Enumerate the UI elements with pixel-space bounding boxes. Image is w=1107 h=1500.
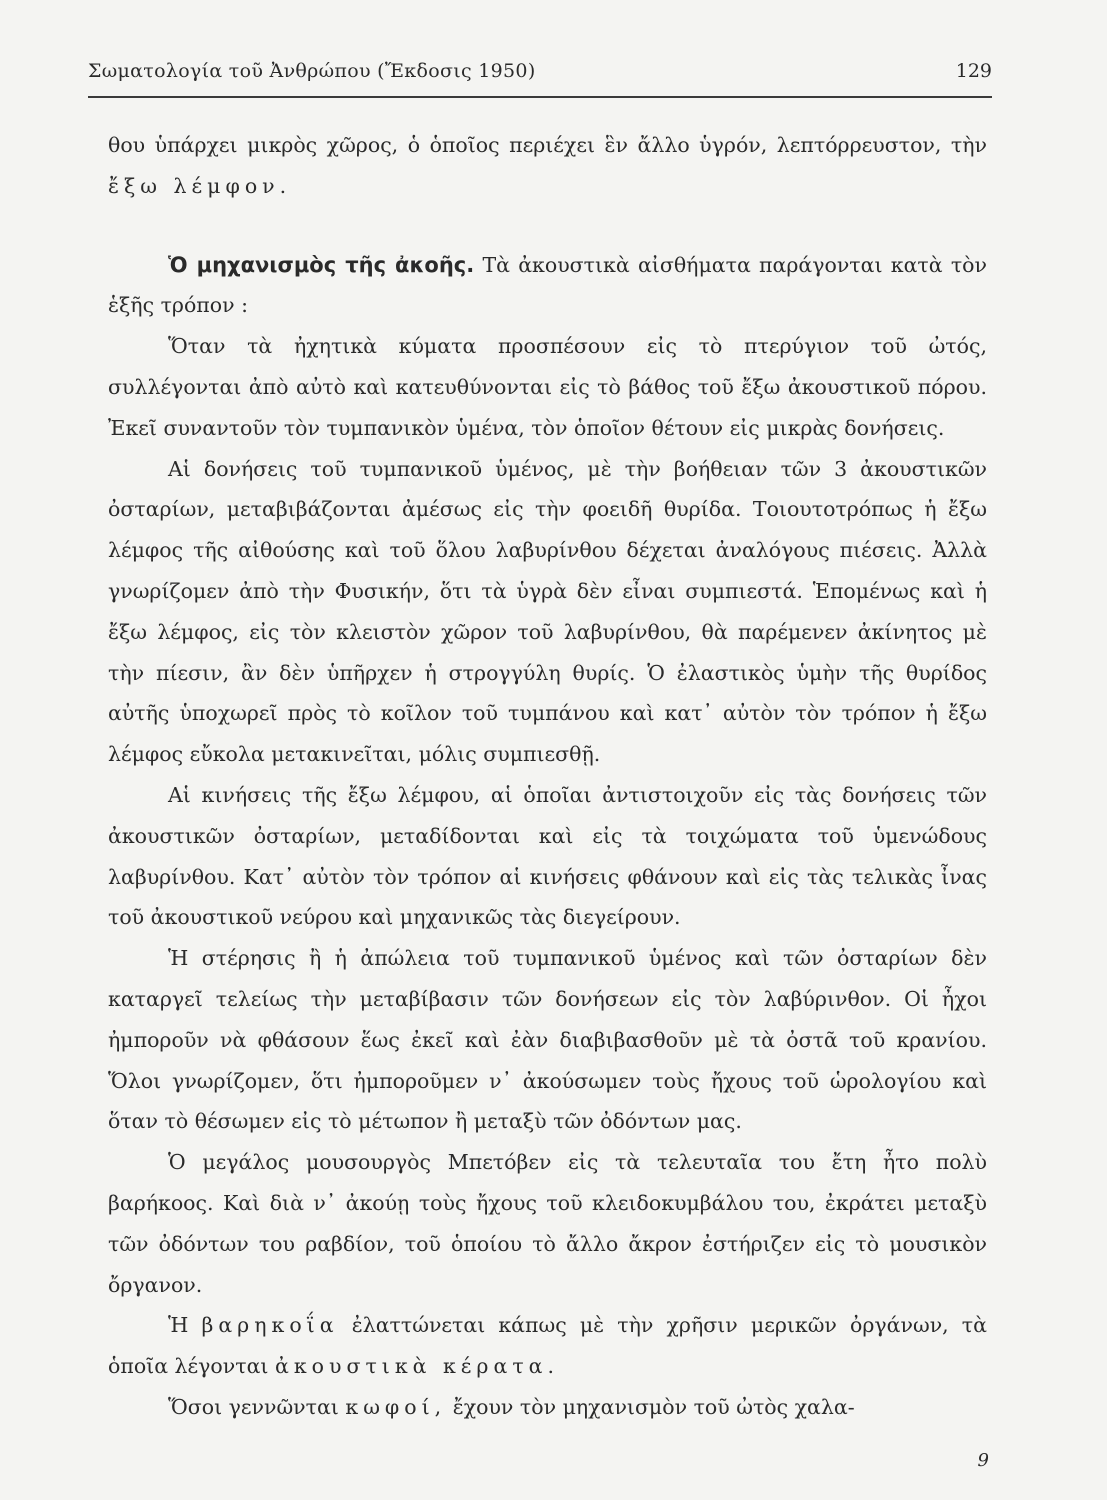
signature-mark: 9	[977, 1450, 989, 1471]
paragraph: Ὅσοι γεννῶνται κωφοί, ἔχουν τὸν μηχανισμὸν τοῦ ὠτὸς χαλα-	[168, 1394, 855, 1419]
running-title: Σωματολογία τοῦ Ἀνθρώπου (Ἔκδοσις 1950)	[88, 60, 536, 82]
spaced-term: ἔξω λέμφον.	[108, 173, 292, 198]
paragraph: Αἱ κινήσεις τῆς ἔξω λέμφου, αἱ ὁποῖαι ἀντιστοιχοῦν εἰς τὰς δονήσεις τῶν ἀκουστικῶν ὀσταρίων, μεταδίδονται καὶ εἰς τὰ τοιχώματα τοῦ ὑμενώδους λαβυρίνθου. Κατ᾽ αὐτὸν τὸν τρόπον αἱ κινήσεις φθάνουν καὶ εἰς τὰς τελικὰς ἶνας τοῦ ἀκουστικοῦ νεύρου καὶ μηχανικῶς τὰς διεγείρουν.	[108, 782, 987, 930]
spaced-term: ἀκουστικὰ κέρατα.	[274, 1354, 560, 1379]
paragraph: Ὅταν τὰ ἠχητικὰ κύματα προσπέσουν εἰς τὸ πτερύγιον τοῦ ὠτός, συλλέγονται ἀπὸ αὐτὸ καὶ κατευθύνονται εἰς τὸ βάθος τοῦ ἔξω ἀκουστικοῦ πόρου. Ἐκεῖ συναντοῦν τὸν τυμπανικὸν ὑμένα, τὸν ὁποῖον θέτουν εἰς μικρὰς δονήσεις.	[108, 334, 987, 440]
spaced-term: βαρηκοΐα	[201, 1313, 339, 1338]
page-number: 129	[955, 60, 992, 82]
body-text	[108, 125, 987, 1428]
page-header	[88, 60, 992, 98]
paragraph: Ἡ στέρησις ἢ ἡ ἀπώλεια τοῦ τυμπανικοῦ ὑμένος καὶ τῶν ὀσταρίων δὲν καταργεῖ τελείως τὴν μεταβίβασιν τῶν δονήσεων εἰς τὸν λαβύρινθον. Οἱ ἦχοι ἠμποροῦν νὰ φθάσουν ἕως ἐκεῖ καὶ ἐὰν διαβιβασθοῦν μὲ τὰ ὀστᾶ τοῦ κρανίου. Ὅλοι γνωρίζομεν, ὅτι ἠμποροῦμεν ν᾽ ἀκούσωμεν τοὺς ἤχους τοῦ ὡρολογίου καὶ ὅταν τὸ θέσωμεν εἰς τὸ μέτωπον ἢ μεταξὺ τῶν ὀδόντων μας.	[108, 946, 987, 1134]
spaced-term: κωφοί,	[345, 1394, 447, 1419]
paragraph: Ἡ βαρηκοΐα ἐλαττώνεται κάπως μὲ τὴν χρῆσιν μερικῶν ὀργάνων, τὰ ὁποῖα λέγονται ἀκουστικὰ κέρατα.	[108, 1313, 987, 1379]
paragraph: Αἱ δονήσεις τοῦ τυμπανικοῦ ὑμένος, μὲ τὴν βοήθειαν τῶν 3 ἀκουστικῶν ὀσταρίων, μεταβιβάζονται ἀμέσως εἰς τὴν φοειδῆ θυρίδα. Τοιουτοτρόπως ἡ ἔξω λέμφος τῆς αἰθούσης καὶ τοῦ ὅλου λαβυρίνθου δέχεται ἀναλόγους πιέσεις. Ἀλλὰ γνωρίζομεν ἀπὸ τὴν Φυσικήν, ὅτι τὰ ὑγρὰ δὲν εἶναι συμπιεστά. Ἑπομένως καὶ ἡ ἔξω λέμφος, εἰς τὸν κλειστὸν χῶρον τοῦ λαβυρίνθου, θὰ παρέμενεν ἀκίνητος μὲ τὴν πίεσιν, ἂν δὲν ὑπῆρχεν ἡ στρογγύλη θυρίς. Ὁ ἐλαστικὸς ὑμὴν τῆς θυρίδος αὐτῆς ὑποχωρεῖ πρὸς τὸ κοῖλον τοῦ τυμπάνου καὶ κατ᾽ αὐτὸν τὸν τρόπον ἡ ἔξω λέμφος εὔκολα μετακινεῖται, μόλις συμπιεσθῇ.	[108, 456, 987, 767]
paragraph-continued: θου ὑπάρχει μικρὸς χῶρος, ὁ ὁποῖος περιέχει ἓν ἄλλο ὑγρόν, λεπτόρρευστον, τὴν ἔξω λέμφον.	[108, 133, 987, 198]
paragraph: Ὁ μεγάλος μουσουργὸς Μπετόβεν εἰς τὰ τελευταῖα του ἔτη ἦτο πολὺ βαρήκοος. Καὶ διὰ ν᾽ ἀκούῃ τοὺς ἤχους τοῦ κλειδοκυμβάλου του, ἐκράτει μεταξὺ τῶν ὀδόντων του ραβδίον, τοῦ ὁποίου τὸ ἄλλο ἄκρον ἐστήριζεν εἰς τὸ μουσικὸν ὄργανον.	[108, 1150, 987, 1297]
section-heading: Ὁ μηχανισμὸς τῆς ἀκοῆς.	[168, 252, 475, 277]
section-paragraph: Ὁ μηχανισμὸς τῆς ἀκοῆς. Τὰ ἀκουστικὰ αἰσθήματα παράγονται κατὰ τὸν ἑξῆς τρόπον :	[108, 252, 987, 318]
